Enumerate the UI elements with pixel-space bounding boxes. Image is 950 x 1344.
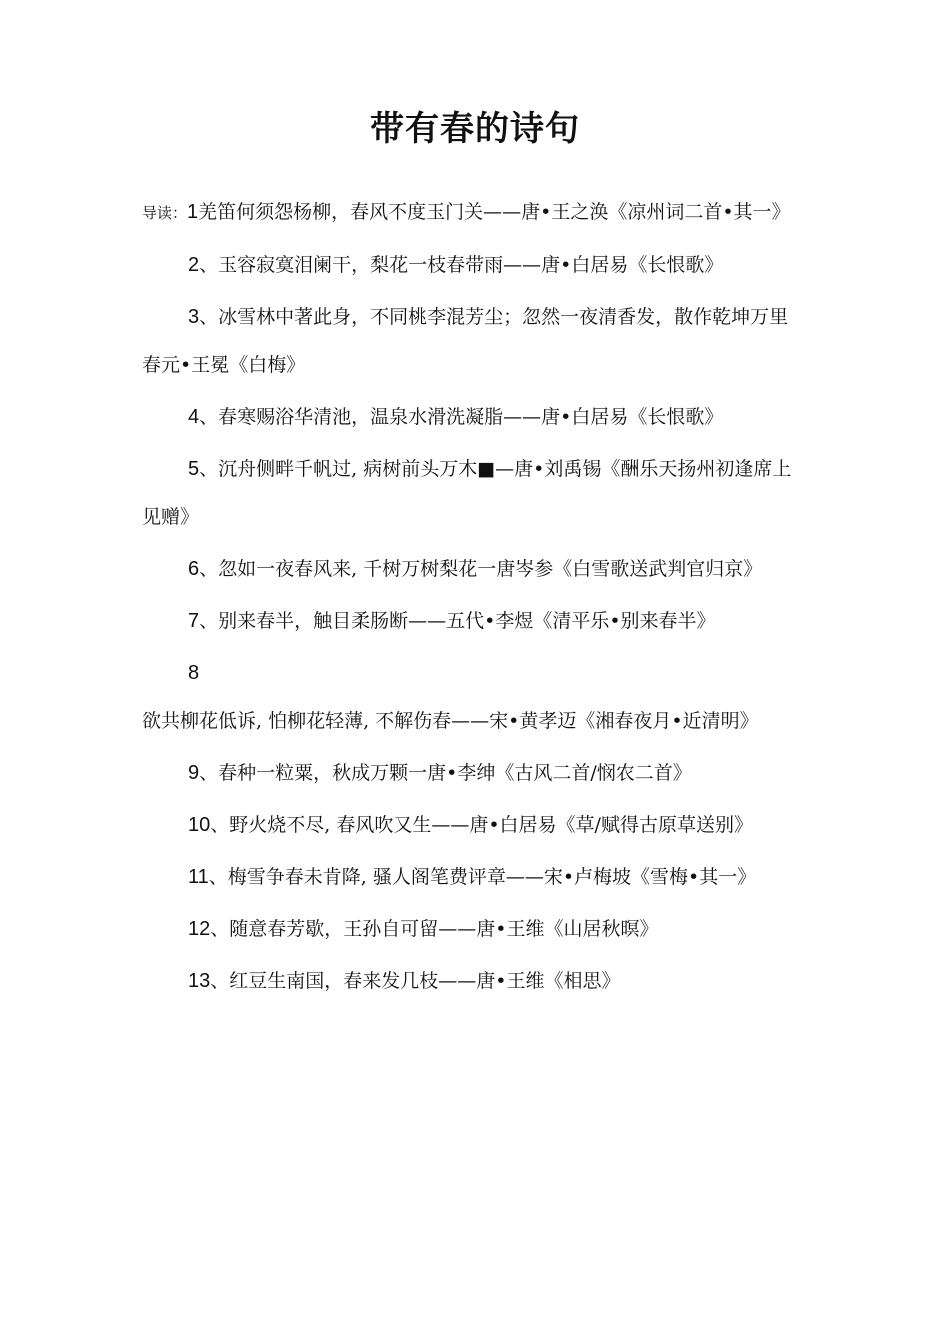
item-text: 、随意春芳歇，王孙自可留——唐•王维《山居秋暝》: [210, 918, 659, 940]
list-item: [142, 801, 807, 849]
intro-label: 导读：: [142, 204, 188, 222]
item-text: 羌笛何须怨杨柳，春风不度玉门关——唐•王之涣《凉州词二首•其一》: [198, 201, 791, 223]
list-item: [142, 853, 807, 901]
item-number: 11: [188, 866, 209, 888]
item-text: 、别来春半，触目柔肠断——五代•李煜《清平乐•别来春半》: [199, 610, 716, 632]
item-text: 、冰雪林中著此身，不同桃李混芳尘；忽然一夜清香发，散作乾坤万里春元•王冕《白梅》: [142, 306, 789, 376]
list-item: [142, 749, 807, 797]
item-number: 5: [188, 458, 200, 480]
item-text: 、春种一粒粟，秋成万颗一唐•李绅《古风二首/悯农二首》: [199, 762, 692, 784]
item-number: 7: [188, 610, 200, 632]
list-item: [142, 905, 807, 953]
list-item: [142, 293, 807, 389]
item-text: 、玉容寂寞泪阑干，梨花一枝春带雨——唐•白居易《长恨歌》: [199, 254, 724, 276]
item-text: 、春寒赐浴华清池，温泉水滑洗凝脂——唐•白居易《长恨歌》: [199, 406, 724, 428]
list-item: [142, 957, 807, 1005]
item-number: 8: [188, 662, 200, 684]
item-number: 4: [188, 406, 200, 428]
item-number: 1: [187, 201, 199, 223]
intro-paragraph: [142, 188, 807, 237]
list-item: [142, 445, 807, 541]
item-text: 、梅雪争春未肯降, 骚人阁笔费评章——宋•卢梅坡《雪梅•其一》: [208, 866, 757, 888]
page-title: 带有春的诗句: [370, 109, 580, 149]
item-number: 10: [188, 814, 211, 836]
item-text: 、野火烧不尽, 春风吹又生——唐•白居易《草/赋得古原草送别》: [210, 814, 753, 836]
item-number: 13: [188, 970, 211, 992]
list-item: [142, 545, 807, 593]
item-text: 、沉舟侧畔千帆过, 病树前头万木■—唐•刘禹锡《酬乐天扬州初逢席上见赠》: [142, 458, 792, 528]
list-item: [142, 597, 807, 645]
poem-list: [142, 188, 807, 1009]
item-text: 、忽如一夜春风来, 千树万树梨花一唐岑参《白雪歌送武判官归京》: [199, 558, 763, 580]
item-number: 2: [188, 254, 200, 276]
list-item: [142, 649, 807, 745]
list-item: [142, 393, 807, 441]
item-number: 3: [188, 306, 200, 328]
item-number: 6: [188, 558, 200, 580]
item-number: 12: [188, 918, 211, 940]
item-number: 9: [188, 762, 200, 784]
list-item: [142, 241, 807, 289]
item-text: 、红豆生南国，春来发几枝——唐•王维《相思》: [210, 970, 621, 992]
item-text: 欲共柳花低诉, 怕柳花轻薄, 不解伤春——宋•黄孝迈《湘春夜月•近清明》: [142, 710, 759, 732]
